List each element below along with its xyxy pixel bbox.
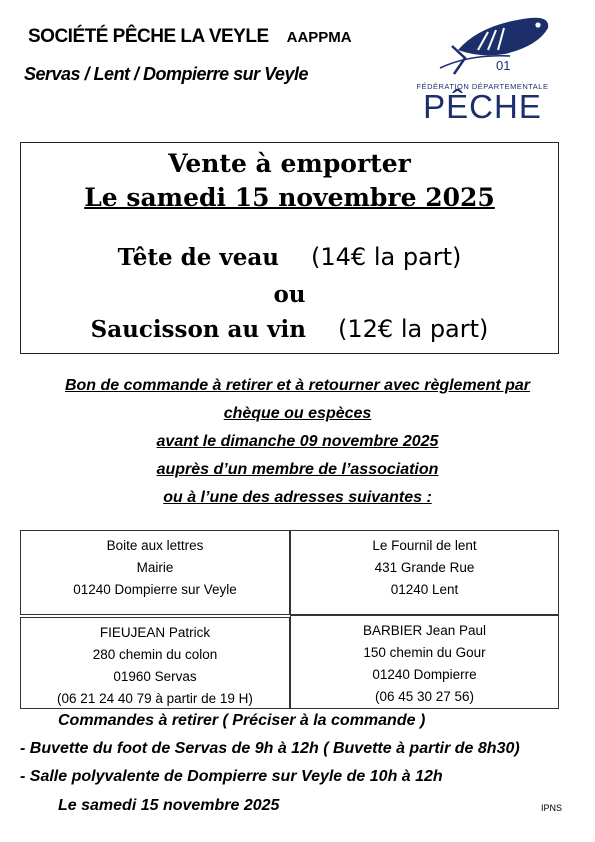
event-box xyxy=(20,142,559,354)
instruction-line-1: Bon de commande à retirer et à retourner avec règlement par xyxy=(64,377,531,394)
address-fournil xyxy=(290,530,559,615)
address-line: Mairie xyxy=(136,560,174,575)
event-date: Le samedi 15 novembre 2025 xyxy=(84,183,495,212)
instruction-line-2: chèque ou espèces xyxy=(223,405,372,422)
dish-1 xyxy=(21,243,558,271)
dish-2 xyxy=(21,315,558,343)
logo-subtitle: FÉDÉRATION DÉPARTEMENTALE xyxy=(416,82,549,91)
aappma-label: AAPPMA xyxy=(286,29,352,46)
address-line: Le Fournil de lent xyxy=(372,538,477,553)
address-line: BARBIER Jean Paul xyxy=(362,623,487,638)
instruction-line-3: avant le dimanche 09 novembre 2025 xyxy=(156,433,439,450)
address-line: Boite aux lettres xyxy=(106,538,204,553)
address-line: 01240 Lent xyxy=(390,582,459,597)
organization-name xyxy=(28,26,352,48)
organization-towns: Servas / Lent / Dompierre sur Veyle xyxy=(24,64,308,84)
address-line: 01240 Dompierre xyxy=(372,667,477,682)
address-fieujean xyxy=(20,617,290,709)
logo-number: 01 xyxy=(496,58,511,73)
logo-title: PÊCHE xyxy=(423,88,542,125)
event-type: Vente à emporter xyxy=(168,149,411,178)
address-line: FIEUJEAN Patrick xyxy=(99,625,211,640)
address-phone: (06 21 24 40 79 à partir de 19 H) xyxy=(57,691,253,706)
address-barbier xyxy=(290,615,559,709)
fish-logo-icon xyxy=(410,10,555,85)
address-phone: (06 45 30 27 56) xyxy=(374,689,475,704)
pickup-date: Le samedi 15 novembre 2025 xyxy=(58,797,280,814)
instruction-line-4: auprès d’un membre de l’association xyxy=(156,461,439,478)
address-mairie xyxy=(20,530,290,615)
ipns-label: IPNS xyxy=(541,803,563,813)
organization-title: SOCIÉTÉ PÊCHE LA VEYLE xyxy=(28,26,269,47)
pickup-location-1: - Buvette du foot de Servas de 9h à 12h ( Buvette à partir de 8h30) xyxy=(20,740,520,757)
address-line: 01960 Servas xyxy=(113,669,197,684)
address-line: 280 chemin du colon xyxy=(92,647,218,662)
or-separator: ou xyxy=(273,281,306,308)
address-line: 431 Grande Rue xyxy=(374,560,475,575)
federation-logo xyxy=(410,10,555,125)
dish-1-price: (14€ la part) xyxy=(311,243,462,271)
address-line: 01240 Dompierre sur Veyle xyxy=(73,582,237,597)
pickup-location-2: - Salle polyvalente de Dompierre sur Veyle de 10h à 12h xyxy=(20,768,443,785)
dish-2-name: Saucisson au vin xyxy=(90,316,306,343)
dish-2-price: (12€ la part) xyxy=(338,315,489,343)
pickup-title: Commandes à retirer ( Préciser à la commande ) xyxy=(58,712,426,729)
address-line: 150 chemin du Gour xyxy=(363,645,486,660)
instruction-line-5: ou à l’une des adresses suivantes : xyxy=(163,489,432,506)
dish-1-name: Tête de veau xyxy=(117,244,279,271)
